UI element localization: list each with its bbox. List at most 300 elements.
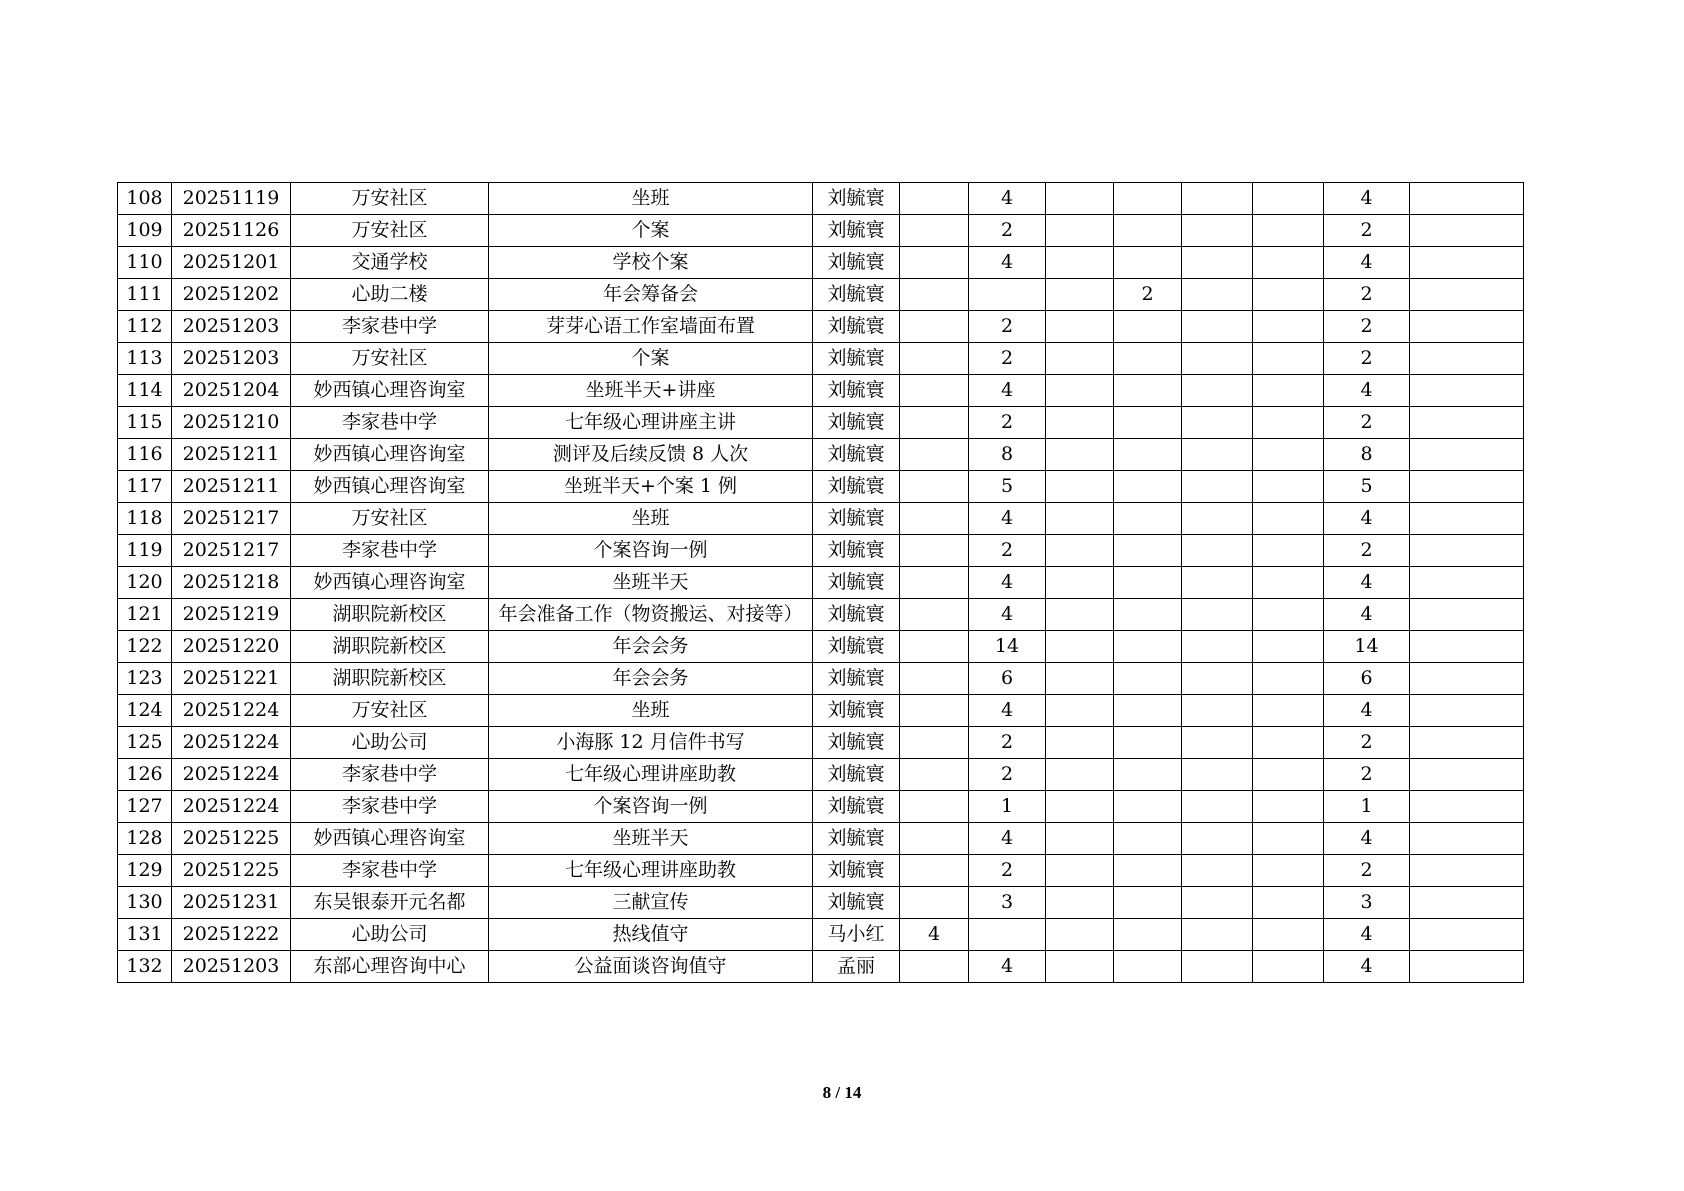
cell-activity: 坐班半天+个案 1 例: [489, 471, 813, 503]
cell-hours-total: 4: [1324, 919, 1410, 951]
cell-index: 118: [118, 503, 172, 535]
cell-hours-col3: [1046, 567, 1114, 599]
cell-hours-col4: [1114, 183, 1182, 215]
cell-hours-total: 2: [1324, 215, 1410, 247]
cell-volunteer: 刘毓寰: [813, 823, 900, 855]
cell-remarks: [1410, 535, 1524, 567]
cell-activity: 七年级心理讲座助教: [489, 759, 813, 791]
cell-hours-col3: [1046, 343, 1114, 375]
cell-hours-col1: [900, 663, 969, 695]
cell-hours-col1: [900, 183, 969, 215]
cell-hours-col4: [1114, 535, 1182, 567]
cell-hours-col4: [1114, 439, 1182, 471]
cell-index: 121: [118, 599, 172, 631]
cell-location: 李家巷中学: [291, 535, 489, 567]
cell-hours-col6: [1253, 695, 1324, 727]
cell-hours-col2: 5: [969, 471, 1046, 503]
cell-hours-col6: [1253, 311, 1324, 343]
cell-hours-col1: [900, 567, 969, 599]
cell-remarks: [1410, 503, 1524, 535]
cell-hours-col4: [1114, 759, 1182, 791]
cell-hours-col6: [1253, 215, 1324, 247]
table-row: [118, 599, 1524, 631]
cell-index: 108: [118, 183, 172, 215]
cell-hours-col6: [1253, 919, 1324, 951]
cell-hours-col5: [1182, 759, 1253, 791]
cell-volunteer: 刘毓寰: [813, 439, 900, 471]
cell-date: 20251119: [172, 183, 291, 215]
table-row: [118, 791, 1524, 823]
table-row: [118, 215, 1524, 247]
cell-hours-col1: [900, 375, 969, 407]
cell-hours-col1: [900, 951, 969, 983]
cell-date: 20251220: [172, 631, 291, 663]
cell-hours-col5: [1182, 247, 1253, 279]
cell-remarks: [1410, 599, 1524, 631]
cell-location: 湖职院新校区: [291, 599, 489, 631]
cell-hours-total: 4: [1324, 599, 1410, 631]
cell-hours-col3: [1046, 823, 1114, 855]
cell-index: 109: [118, 215, 172, 247]
cell-hours-col3: [1046, 247, 1114, 279]
table-row: [118, 439, 1524, 471]
cell-hours-col2: 4: [969, 247, 1046, 279]
table-body: [118, 183, 1524, 983]
table-row: [118, 183, 1524, 215]
cell-activity: 坐班半天: [489, 567, 813, 599]
cell-hours-col1: [900, 791, 969, 823]
cell-index: 119: [118, 535, 172, 567]
cell-activity: 年会准备工作（物资搬运、对接等）: [489, 599, 813, 631]
cell-hours-col4: [1114, 503, 1182, 535]
cell-hours-total: 4: [1324, 375, 1410, 407]
table-row: [118, 343, 1524, 375]
cell-hours-col5: [1182, 311, 1253, 343]
cell-hours-total: 5: [1324, 471, 1410, 503]
cell-hours-col5: [1182, 887, 1253, 919]
cell-index: 112: [118, 311, 172, 343]
cell-hours-total: 4: [1324, 183, 1410, 215]
cell-hours-col2: 3: [969, 887, 1046, 919]
cell-hours-col2: [969, 919, 1046, 951]
cell-index: 131: [118, 919, 172, 951]
cell-hours-col3: [1046, 631, 1114, 663]
cell-hours-col5: [1182, 471, 1253, 503]
table-row: [118, 567, 1524, 599]
cell-index: 130: [118, 887, 172, 919]
cell-remarks: [1410, 663, 1524, 695]
cell-hours-col1: [900, 247, 969, 279]
cell-hours-col4: [1114, 215, 1182, 247]
cell-remarks: [1410, 695, 1524, 727]
cell-index: 126: [118, 759, 172, 791]
cell-activity: 年会会务: [489, 663, 813, 695]
cell-hours-col3: [1046, 535, 1114, 567]
cell-remarks: [1410, 279, 1524, 311]
cell-remarks: [1410, 215, 1524, 247]
cell-hours-col6: [1253, 375, 1324, 407]
cell-hours-col6: [1253, 439, 1324, 471]
cell-hours-col5: [1182, 599, 1253, 631]
table-row: [118, 279, 1524, 311]
cell-hours-total: 2: [1324, 535, 1410, 567]
cell-hours-col4: [1114, 631, 1182, 663]
cell-index: 123: [118, 663, 172, 695]
cell-remarks: [1410, 919, 1524, 951]
cell-location: 心助二楼: [291, 279, 489, 311]
cell-location: 妙西镇心理咨询室: [291, 567, 489, 599]
cell-hours-col4: [1114, 567, 1182, 599]
cell-hours-col2: 2: [969, 535, 1046, 567]
cell-index: 129: [118, 855, 172, 887]
cell-index: 122: [118, 631, 172, 663]
cell-hours-col6: [1253, 183, 1324, 215]
cell-volunteer: 马小红: [813, 919, 900, 951]
cell-volunteer: 刘毓寰: [813, 215, 900, 247]
cell-date: 20251224: [172, 759, 291, 791]
cell-hours-col3: [1046, 407, 1114, 439]
cell-hours-total: 6: [1324, 663, 1410, 695]
cell-hours-col5: [1182, 919, 1253, 951]
cell-date: 20251217: [172, 535, 291, 567]
cell-hours-col5: [1182, 215, 1253, 247]
cell-hours-col5: [1182, 407, 1253, 439]
cell-hours-col5: [1182, 855, 1253, 887]
cell-index: 128: [118, 823, 172, 855]
cell-hours-col2: 2: [969, 215, 1046, 247]
cell-hours-col6: [1253, 887, 1324, 919]
cell-volunteer: 刘毓寰: [813, 407, 900, 439]
cell-hours-col1: [900, 535, 969, 567]
cell-hours-col2: 4: [969, 951, 1046, 983]
cell-date: 20251225: [172, 823, 291, 855]
cell-hours-col1: [900, 855, 969, 887]
cell-date: 20251224: [172, 695, 291, 727]
cell-hours-col5: [1182, 279, 1253, 311]
cell-hours-col3: [1046, 727, 1114, 759]
cell-hours-col1: [900, 631, 969, 663]
cell-hours-col4: [1114, 343, 1182, 375]
cell-hours-col4: [1114, 407, 1182, 439]
cell-hours-col2: [969, 279, 1046, 311]
cell-location: 妙西镇心理咨询室: [291, 471, 489, 503]
page-number: 8 / 14: [822, 1083, 862, 1102]
cell-hours-col2: 4: [969, 567, 1046, 599]
cell-hours-total: 2: [1324, 343, 1410, 375]
cell-index: 117: [118, 471, 172, 503]
cell-activity: 个案咨询一例: [489, 535, 813, 567]
cell-hours-total: 4: [1324, 951, 1410, 983]
cell-activity: 坐班半天: [489, 823, 813, 855]
cell-hours-total: 14: [1324, 631, 1410, 663]
cell-hours-col3: [1046, 503, 1114, 535]
cell-date: 20251211: [172, 471, 291, 503]
cell-activity: 三献宣传: [489, 887, 813, 919]
cell-hours-col6: [1253, 855, 1324, 887]
cell-hours-col3: [1046, 791, 1114, 823]
cell-activity: 坐班: [489, 695, 813, 727]
table-row: [118, 471, 1524, 503]
table-row: [118, 951, 1524, 983]
cell-activity: 年会筹备会: [489, 279, 813, 311]
cell-volunteer: 刘毓寰: [813, 471, 900, 503]
table-row: [118, 823, 1524, 855]
cell-remarks: [1410, 887, 1524, 919]
table-row: [118, 375, 1524, 407]
cell-hours-col4: [1114, 919, 1182, 951]
cell-hours-col2: 2: [969, 727, 1046, 759]
cell-hours-total: 4: [1324, 567, 1410, 599]
cell-hours-col3: [1046, 887, 1114, 919]
cell-location: 妙西镇心理咨询室: [291, 375, 489, 407]
cell-activity: 学校个案: [489, 247, 813, 279]
cell-date: 20251203: [172, 951, 291, 983]
cell-hours-col3: [1046, 855, 1114, 887]
cell-hours-col2: 4: [969, 695, 1046, 727]
cell-hours-col2: 2: [969, 407, 1046, 439]
cell-hours-col1: [900, 599, 969, 631]
cell-hours-total: 2: [1324, 311, 1410, 343]
cell-activity: 个案: [489, 215, 813, 247]
cell-hours-col3: [1046, 759, 1114, 791]
cell-activity: 年会会务: [489, 631, 813, 663]
cell-hours-col3: [1046, 311, 1114, 343]
cell-location: 李家巷中学: [291, 855, 489, 887]
cell-hours-col3: [1046, 439, 1114, 471]
cell-hours-col1: [900, 407, 969, 439]
table-row: [118, 311, 1524, 343]
cell-date: 20251219: [172, 599, 291, 631]
cell-location: 万安社区: [291, 343, 489, 375]
cell-hours-col4: [1114, 823, 1182, 855]
cell-hours-total: 2: [1324, 855, 1410, 887]
cell-activity: 七年级心理讲座助教: [489, 855, 813, 887]
cell-hours-col2: 1: [969, 791, 1046, 823]
cell-hours-total: 1: [1324, 791, 1410, 823]
cell-date: 20251222: [172, 919, 291, 951]
cell-remarks: [1410, 375, 1524, 407]
cell-hours-col5: [1182, 823, 1253, 855]
cell-hours-col1: [900, 887, 969, 919]
cell-volunteer: 刘毓寰: [813, 887, 900, 919]
cell-hours-col2: 6: [969, 663, 1046, 695]
cell-hours-col6: [1253, 791, 1324, 823]
table-row: [118, 695, 1524, 727]
cell-remarks: [1410, 759, 1524, 791]
cell-hours-col3: [1046, 279, 1114, 311]
cell-hours-col6: [1253, 503, 1324, 535]
cell-hours-col5: [1182, 183, 1253, 215]
cell-hours-total: 2: [1324, 727, 1410, 759]
cell-hours-col4: [1114, 599, 1182, 631]
cell-remarks: [1410, 727, 1524, 759]
cell-hours-col1: [900, 343, 969, 375]
cell-volunteer: 刘毓寰: [813, 247, 900, 279]
cell-hours-col4: [1114, 887, 1182, 919]
cell-location: 湖职院新校区: [291, 663, 489, 695]
cell-remarks: [1410, 631, 1524, 663]
cell-date: 20251203: [172, 311, 291, 343]
cell-remarks: [1410, 791, 1524, 823]
cell-location: 李家巷中学: [291, 791, 489, 823]
table-row: [118, 759, 1524, 791]
cell-activity: 坐班半天+讲座: [489, 375, 813, 407]
cell-location: 万安社区: [291, 183, 489, 215]
cell-hours-col2: 2: [969, 855, 1046, 887]
cell-volunteer: 刘毓寰: [813, 311, 900, 343]
cell-volunteer: 刘毓寰: [813, 343, 900, 375]
cell-hours-col4: [1114, 375, 1182, 407]
cell-hours-col5: [1182, 343, 1253, 375]
cell-volunteer: 刘毓寰: [813, 503, 900, 535]
cell-hours-col1: [900, 823, 969, 855]
cell-location: 李家巷中学: [291, 311, 489, 343]
cell-index: 127: [118, 791, 172, 823]
cell-hours-total: 8: [1324, 439, 1410, 471]
cell-hours-col4: [1114, 471, 1182, 503]
cell-location: 东吴银泰开元名都: [291, 887, 489, 919]
cell-activity: 公益面谈咨询值守: [489, 951, 813, 983]
cell-hours-col4: 2: [1114, 279, 1182, 311]
cell-location: 心助公司: [291, 727, 489, 759]
cell-activity: 测评及后续反馈 8 人次: [489, 439, 813, 471]
cell-activity: 个案咨询一例: [489, 791, 813, 823]
cell-activity: 七年级心理讲座主讲: [489, 407, 813, 439]
cell-volunteer: 刘毓寰: [813, 183, 900, 215]
cell-hours-col6: [1253, 599, 1324, 631]
cell-date: 20251231: [172, 887, 291, 919]
cell-hours-col2: 4: [969, 375, 1046, 407]
cell-hours-col2: 2: [969, 343, 1046, 375]
cell-volunteer: 刘毓寰: [813, 631, 900, 663]
cell-volunteer: 刘毓寰: [813, 695, 900, 727]
cell-hours-total: 3: [1324, 887, 1410, 919]
cell-location: 交通学校: [291, 247, 489, 279]
table-row: [118, 855, 1524, 887]
cell-hours-col2: 2: [969, 759, 1046, 791]
cell-hours-col4: [1114, 311, 1182, 343]
cell-remarks: [1410, 855, 1524, 887]
cell-index: 113: [118, 343, 172, 375]
cell-remarks: [1410, 311, 1524, 343]
cell-location: 万安社区: [291, 695, 489, 727]
cell-location: 妙西镇心理咨询室: [291, 439, 489, 471]
cell-location: 万安社区: [291, 215, 489, 247]
cell-hours-col5: [1182, 663, 1253, 695]
cell-date: 20251217: [172, 503, 291, 535]
cell-hours-col1: [900, 503, 969, 535]
cell-hours-col2: 4: [969, 183, 1046, 215]
cell-index: 116: [118, 439, 172, 471]
cell-hours-col2: 14: [969, 631, 1046, 663]
cell-hours-col3: [1046, 215, 1114, 247]
cell-hours-col5: [1182, 631, 1253, 663]
cell-hours-col1: [900, 695, 969, 727]
cell-date: 20251202: [172, 279, 291, 311]
cell-activity: 芽芽心语工作室墙面布置: [489, 311, 813, 343]
cell-index: 120: [118, 567, 172, 599]
cell-volunteer: 刘毓寰: [813, 599, 900, 631]
cell-index: 124: [118, 695, 172, 727]
cell-hours-col6: [1253, 759, 1324, 791]
cell-hours-col6: [1253, 951, 1324, 983]
cell-hours-col6: [1253, 823, 1324, 855]
cell-hours-col5: [1182, 695, 1253, 727]
cell-volunteer: 孟丽: [813, 951, 900, 983]
cell-hours-col2: 4: [969, 599, 1046, 631]
cell-hours-total: 4: [1324, 823, 1410, 855]
table-row: [118, 247, 1524, 279]
table-row: [118, 631, 1524, 663]
cell-location: 李家巷中学: [291, 407, 489, 439]
table-row: [118, 407, 1524, 439]
table-row: [118, 663, 1524, 695]
cell-hours-col3: [1046, 695, 1114, 727]
cell-date: 20251126: [172, 215, 291, 247]
cell-hours-col3: [1046, 663, 1114, 695]
cell-hours-col6: [1253, 279, 1324, 311]
cell-hours-total: 2: [1324, 407, 1410, 439]
cell-date: 20251210: [172, 407, 291, 439]
cell-activity: 坐班: [489, 183, 813, 215]
cell-date: 20251225: [172, 855, 291, 887]
cell-date: 20251224: [172, 791, 291, 823]
cell-remarks: [1410, 951, 1524, 983]
cell-volunteer: 刘毓寰: [813, 279, 900, 311]
cell-hours-col1: [900, 311, 969, 343]
cell-remarks: [1410, 823, 1524, 855]
cell-volunteer: 刘毓寰: [813, 727, 900, 759]
cell-remarks: [1410, 567, 1524, 599]
cell-index: 111: [118, 279, 172, 311]
cell-hours-col6: [1253, 343, 1324, 375]
cell-activity: 个案: [489, 343, 813, 375]
cell-hours-col1: [900, 471, 969, 503]
cell-hours-col5: [1182, 535, 1253, 567]
cell-date: 20251221: [172, 663, 291, 695]
cell-volunteer: 刘毓寰: [813, 375, 900, 407]
cell-volunteer: 刘毓寰: [813, 855, 900, 887]
cell-remarks: [1410, 247, 1524, 279]
cell-index: 115: [118, 407, 172, 439]
cell-hours-col4: [1114, 663, 1182, 695]
cell-hours-col5: [1182, 567, 1253, 599]
cell-hours-col4: [1114, 951, 1182, 983]
cell-location: 心助公司: [291, 919, 489, 951]
cell-hours-col3: [1046, 375, 1114, 407]
cell-hours-col5: [1182, 439, 1253, 471]
table-row: [118, 535, 1524, 567]
table-row: [118, 919, 1524, 951]
cell-hours-col1: 4: [900, 919, 969, 951]
cell-hours-col4: [1114, 247, 1182, 279]
cell-volunteer: 刘毓寰: [813, 791, 900, 823]
cell-hours-col1: [900, 439, 969, 471]
cell-hours-col3: [1046, 183, 1114, 215]
cell-date: 20251218: [172, 567, 291, 599]
cell-remarks: [1410, 343, 1524, 375]
cell-location: 妙西镇心理咨询室: [291, 823, 489, 855]
cell-hours-total: 4: [1324, 503, 1410, 535]
cell-hours-col6: [1253, 631, 1324, 663]
cell-activity: 小海豚 12 月信件书写: [489, 727, 813, 759]
cell-volunteer: 刘毓寰: [813, 759, 900, 791]
cell-hours-col1: [900, 759, 969, 791]
cell-hours-col6: [1253, 247, 1324, 279]
cell-hours-col2: 8: [969, 439, 1046, 471]
cell-hours-col5: [1182, 791, 1253, 823]
cell-activity: 热线值守: [489, 919, 813, 951]
